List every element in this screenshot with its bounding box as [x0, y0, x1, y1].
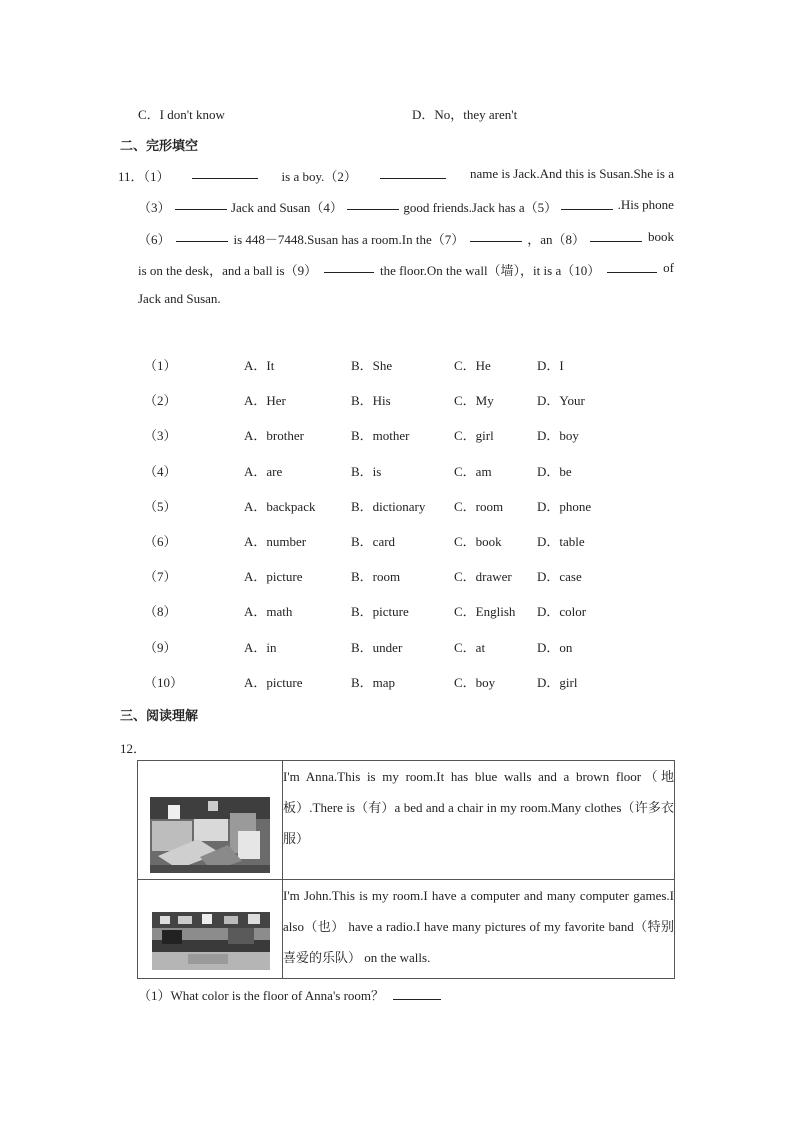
option-a[interactable]: A．picture	[244, 569, 303, 585]
option-d[interactable]: D．phone	[537, 498, 592, 514]
option-b[interactable]: B．His	[351, 393, 391, 409]
option-d[interactable]: D．be	[537, 463, 572, 479]
option-num: （3）	[144, 428, 177, 444]
option-a[interactable]: A．are	[244, 463, 283, 479]
option-b[interactable]: B．dictionary	[351, 498, 426, 514]
option-b[interactable]: B．card	[351, 534, 396, 549]
option-d[interactable]: D．case	[537, 569, 582, 585]
reading-row-john	[138, 880, 675, 979]
option-c[interactable]: C．book	[454, 534, 502, 549]
option-c[interactable]: C．am	[454, 463, 492, 479]
option-num: （10）	[144, 674, 184, 690]
option-d[interactable]: D．I	[537, 358, 564, 373]
option-b[interactable]: B．She	[351, 358, 393, 373]
q12-sub1: （1）What color is the floor of Anna's room？	[138, 985, 441, 1004]
anna-room-photo	[138, 761, 282, 879]
blank-9[interactable]	[324, 260, 374, 273]
q11-line5: Jack and Susan.	[138, 291, 221, 306]
option-c[interactable]: C．drawer	[454, 569, 512, 585]
option-num: （6）	[144, 534, 177, 549]
option-a[interactable]: A．picture	[244, 674, 303, 690]
option-num: （1）	[144, 358, 177, 373]
blank-6[interactable]	[176, 229, 228, 242]
anna-photo-cell	[138, 761, 283, 880]
option-b[interactable]: B．picture	[351, 604, 409, 620]
option-a[interactable]: A．in	[244, 639, 277, 655]
option-d[interactable]: D．girl	[537, 674, 578, 690]
option-b[interactable]: B．room	[351, 569, 401, 585]
option-d[interactable]: D．table	[537, 534, 585, 549]
option-a[interactable]: A．number	[244, 534, 307, 549]
option-d[interactable]: D．on	[537, 639, 573, 655]
option-a[interactable]: A．math	[244, 604, 293, 620]
option-c-prev: C．I don't know	[138, 107, 225, 122]
option-num: （8）	[144, 604, 177, 620]
blank-4[interactable]	[347, 197, 399, 210]
blank-3[interactable]	[175, 197, 227, 210]
option-c[interactable]: C．boy	[454, 674, 496, 690]
option-num: （9）	[144, 639, 177, 655]
blank-2[interactable]	[380, 166, 446, 179]
option-d[interactable]: D．Your	[537, 393, 585, 409]
john-room-photo	[138, 880, 282, 978]
option-c[interactable]: C．girl	[454, 428, 494, 444]
q11-line2: （3） Jack and Susan（4） good friends.Jack has a（5） .His phone	[138, 197, 674, 215]
q12-number: 12．	[120, 741, 147, 756]
q11-number: 11．（1）	[118, 169, 170, 184]
option-c[interactable]: C．at	[454, 639, 486, 655]
john-text: I'm John.This is my room.I have a computer and many computer games.I also（也） have a radio.I have many pictures of my favorite band（特别喜爱的乐队） on the walls.	[283, 880, 675, 979]
option-num: （4）	[144, 463, 177, 479]
option-c[interactable]: C．My	[454, 393, 494, 409]
q11-line1: is a boy.（2） name is Jack.And this is Susan.She is a	[192, 166, 674, 185]
option-num: （7）	[144, 569, 177, 585]
option-a[interactable]: A．backpack	[244, 498, 316, 514]
john-photo-cell	[138, 880, 283, 979]
option-b[interactable]: B．under	[351, 639, 403, 655]
blank-10[interactable]	[607, 260, 657, 273]
option-b[interactable]: B．mother	[351, 428, 410, 444]
option-b[interactable]: B．map	[351, 674, 396, 690]
blank-1[interactable]	[192, 166, 258, 179]
option-d[interactable]: D．color	[537, 604, 587, 620]
blank-7[interactable]	[470, 229, 522, 242]
option-c[interactable]: C．English	[454, 604, 516, 620]
option-a[interactable]: A．Her	[244, 393, 286, 409]
q11-line3: （6） is 448－7448.Susan has a room.In the（7） ，an（8） book	[138, 229, 674, 247]
blank-8[interactable]	[590, 229, 642, 242]
option-a[interactable]: A．It	[244, 358, 275, 373]
reading-table	[137, 760, 675, 979]
section-title-cloze: 二、完形填空	[120, 139, 199, 154]
blank-q12-1[interactable]	[393, 987, 441, 1000]
option-c[interactable]: C．He	[454, 358, 491, 373]
q11-line4: is on the desk，and a ball is（9） the floor.On the wall（墙），it is a（10） of	[138, 260, 674, 278]
option-num: （2）	[144, 393, 177, 409]
option-d[interactable]: D．boy	[537, 428, 579, 444]
anna-text: I'm Anna.This is my room.It has blue walls and a brown floor（地板）.There is（有）a bed and a chair in my room.Many clothes（许多衣服）	[283, 761, 675, 880]
option-b[interactable]: B．is	[351, 463, 382, 479]
option-a[interactable]: A．brother	[244, 428, 304, 444]
blank-5[interactable]	[561, 197, 613, 210]
option-c[interactable]: C．room	[454, 498, 504, 514]
section-title-reading: 三、阅读理解	[120, 709, 199, 724]
option-num: （5）	[144, 498, 177, 514]
option-d-prev: D．No，they aren't	[412, 107, 518, 122]
reading-row-anna	[138, 761, 675, 880]
